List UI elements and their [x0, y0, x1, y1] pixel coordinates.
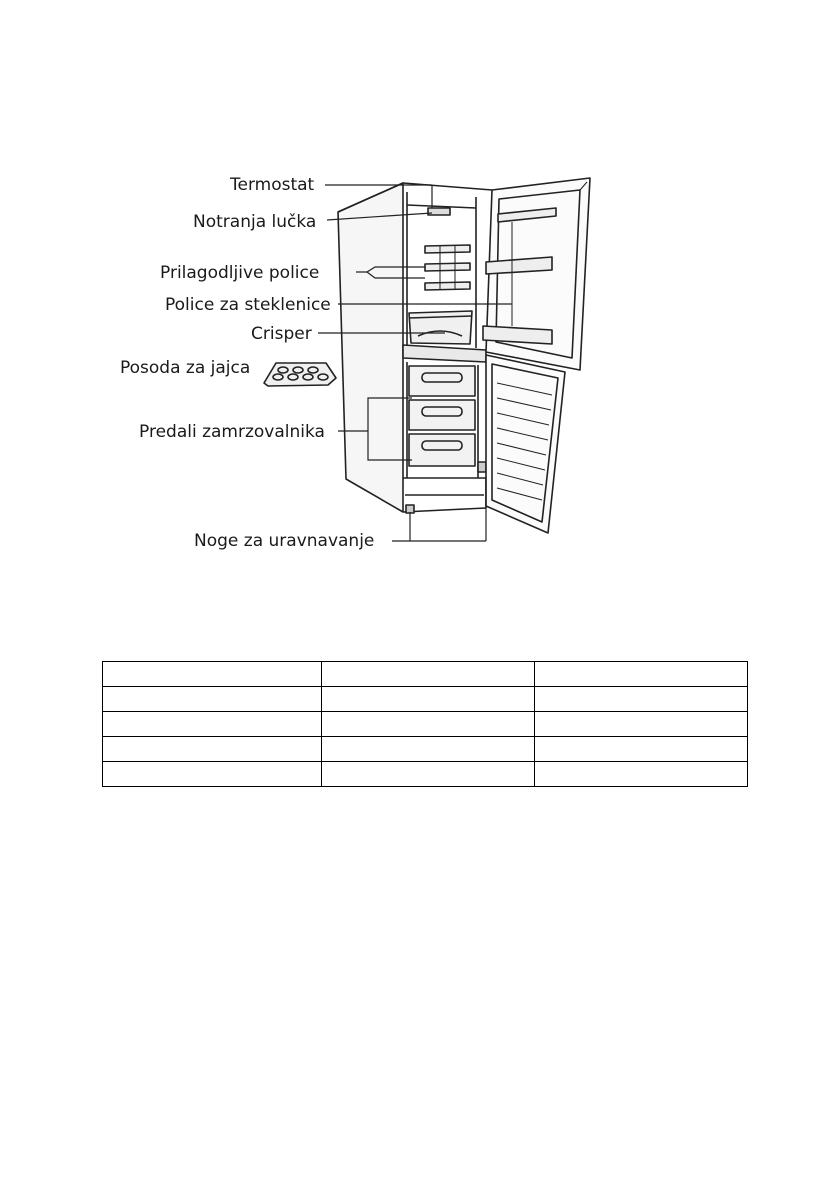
table-cell	[322, 662, 535, 687]
fridge-door	[483, 178, 590, 370]
egg-tray-illustration	[264, 363, 336, 386]
table-cell	[322, 762, 535, 787]
table-row	[103, 712, 748, 737]
table-cell	[535, 712, 748, 737]
table-cell	[103, 762, 322, 787]
thermostat-box	[428, 208, 450, 215]
crisper-drawer	[409, 311, 472, 344]
label-inner-light: Notranja lučka	[193, 212, 317, 232]
table-row	[103, 762, 748, 787]
table-cell	[322, 687, 535, 712]
table-cell	[535, 687, 748, 712]
table-row	[103, 737, 748, 762]
parts-table	[102, 661, 748, 787]
table-cell	[103, 687, 322, 712]
label-egg-tray: Posoda za jajca	[120, 358, 251, 378]
table-row	[103, 662, 748, 687]
table-cell	[322, 712, 535, 737]
label-bottle-shelves: Police za steklenice	[165, 295, 331, 315]
table-cell	[535, 662, 748, 687]
label-leveling-feet: Noge za uravnavanje	[194, 531, 375, 551]
table-cell	[103, 712, 322, 737]
table-cell	[322, 737, 535, 762]
adjustable-shelves	[425, 245, 470, 290]
label-adjustable-shelves: Prilagodljive police	[160, 263, 320, 283]
table-cell	[103, 662, 322, 687]
freezer-drawers	[409, 366, 475, 466]
table-cell	[535, 737, 748, 762]
label-freezer-drawers: Predali zamrzovalnika	[139, 422, 325, 442]
label-thermostat: Termostat	[230, 175, 315, 195]
table-cell	[103, 737, 322, 762]
table-cell	[535, 762, 748, 787]
table-row	[103, 687, 748, 712]
freezer-door	[486, 355, 565, 533]
label-crisper: Crisper	[251, 324, 312, 344]
